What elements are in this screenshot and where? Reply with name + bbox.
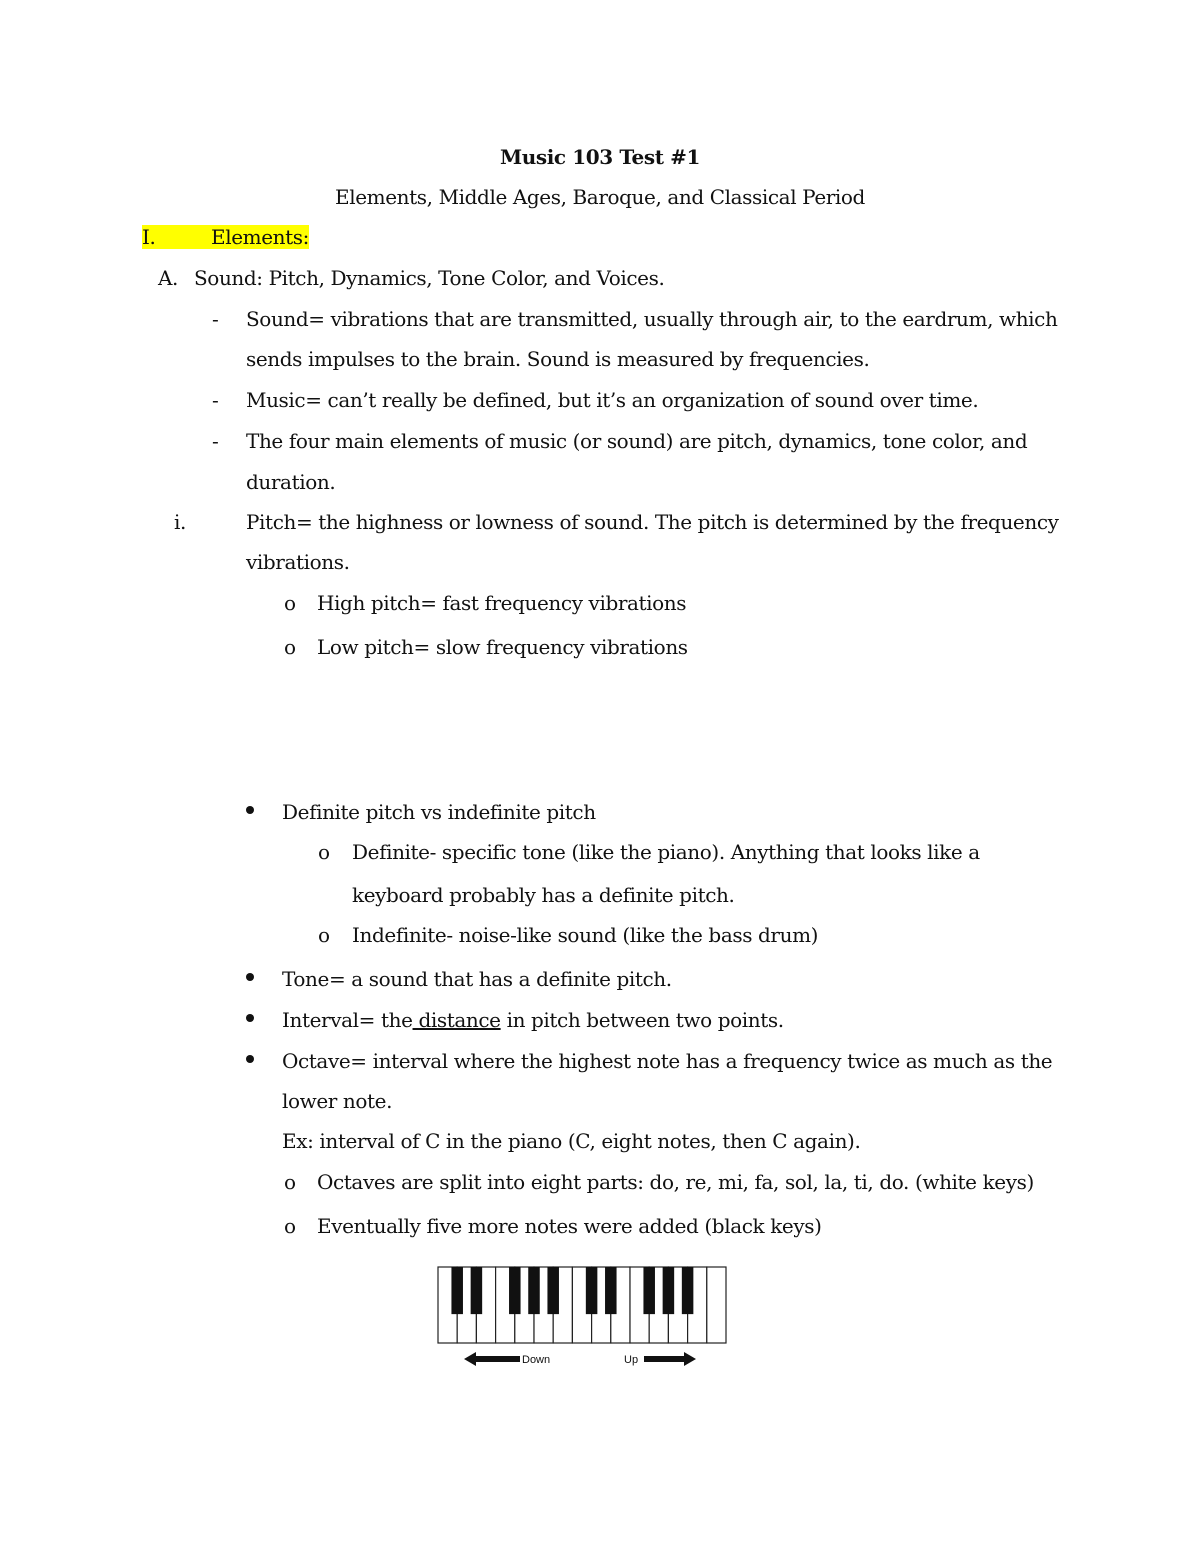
document-title: Music 103 Test #1 — [499, 145, 701, 169]
bullet-text: lower note. — [282, 1089, 393, 1113]
bullet-text-end: in pitch between two points. — [500, 1008, 784, 1032]
roman-marker: i. — [174, 510, 186, 534]
subsection-marker: A. — [158, 266, 179, 290]
list-item-line: Sound= vibrations that are transmitted, usually through air, to the eardrum, which — [246, 307, 1058, 331]
document-subtitle: Elements, Middle Ages, Baroque, and Classical Period — [335, 185, 865, 209]
dash-marker: - — [212, 388, 219, 412]
white-key — [707, 1267, 726, 1343]
list-item-line: Pitch= the highness or lowness of sound. The pitch is determined by the frequency — [246, 510, 1059, 534]
sub-item-text: keyboard probably has a definite pitch. — [352, 883, 735, 907]
list-item-line: vibrations. — [246, 550, 350, 574]
bullet-icon — [246, 806, 254, 814]
list-item-line: The four main elements of music (or sound) are pitch, dynamics, tone color, and — [246, 429, 1028, 453]
subsection-label: Sound: Pitch, Dynamics, Tone Color, and Voices. — [194, 266, 665, 290]
bullet-icon — [246, 1014, 254, 1022]
arrow-right-icon — [644, 1352, 696, 1366]
arrow-left-icon — [464, 1352, 520, 1366]
black-key — [509, 1267, 521, 1314]
down-label: Down — [522, 1354, 551, 1366]
dash-marker: - — [212, 307, 219, 331]
section-marker: I. — [142, 225, 156, 249]
bullet-text-start: Interval= the — [282, 1008, 413, 1032]
black-key — [547, 1267, 559, 1314]
black-key — [605, 1267, 617, 1314]
bullet-text: Octave= interval where the highest note has a frequency twice as much as the — [282, 1049, 1053, 1073]
black-key — [528, 1267, 540, 1314]
bullet-icon — [246, 1055, 254, 1063]
underlined-term: distance — [412, 1008, 501, 1032]
black-key — [586, 1267, 598, 1314]
section-label: Elements: — [211, 225, 309, 249]
sub-item-text: High pitch= fast frequency vibrations — [317, 591, 687, 615]
example-line: Ex: interval of C in the piano (C, eight notes, then C again). — [282, 1129, 861, 1153]
list-item-line: duration. — [246, 470, 336, 494]
bullet-text: Definite pitch vs indefinite pitch — [282, 800, 596, 824]
sub-marker: o — [318, 840, 330, 864]
sub-marker: o — [318, 923, 330, 947]
piano-keyboard-figure — [436, 1265, 732, 1373]
list-item-line: sends impulses to the brain. Sound is measured by frequencies. — [246, 347, 870, 371]
dash-marker: - — [212, 429, 219, 453]
sub-item-text: Low pitch= slow frequency vibrations — [317, 635, 688, 659]
sub-marker: o — [284, 635, 296, 659]
sub-item-text: Definite- specific tone (like the piano). Anything that looks like a — [352, 840, 980, 864]
sub-item-text: Octaves are split into eight parts: do, re, mi, fa, sol, la, ti, do. (white keys) — [317, 1170, 1034, 1194]
black-key — [643, 1267, 655, 1314]
black-key — [471, 1267, 483, 1314]
list-item-line: Music= can’t really be defined, but it’s an organization of sound over time. — [246, 388, 979, 412]
sub-item-text: Eventually five more notes were added (black keys) — [317, 1214, 822, 1238]
sub-item-text: Indefinite- noise-like sound (like the bass drum) — [352, 923, 819, 947]
bullet-text: Tone= a sound that has a definite pitch. — [282, 967, 672, 991]
sub-marker: o — [284, 1214, 296, 1238]
sub-marker: o — [284, 1170, 296, 1194]
black-key — [682, 1267, 694, 1314]
sub-marker: o — [284, 591, 296, 615]
black-key — [451, 1267, 463, 1314]
bullet-icon — [246, 973, 254, 981]
up-label: Up — [624, 1354, 639, 1366]
bullet-text — [282, 1008, 784, 1032]
black-key — [663, 1267, 675, 1314]
